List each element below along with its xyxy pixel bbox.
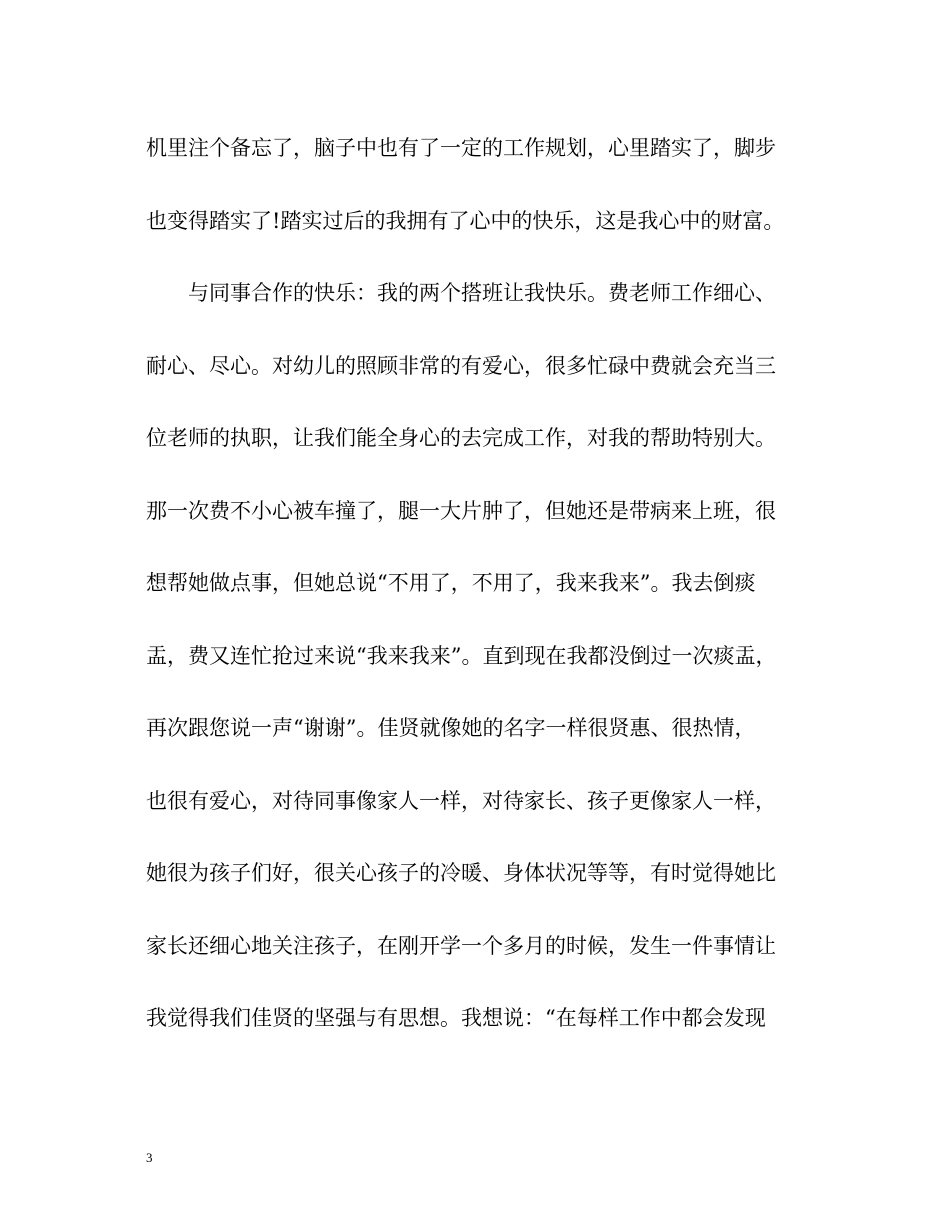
text-line: 位老师的执职，让我们能全身心的去完成工作，对我的帮助特别大。 xyxy=(146,426,776,450)
text-line: 我觉得我们佳贤的坚强与有思想。我想说：“在每样工作中都会发现 xyxy=(146,1006,766,1030)
text-line: 那一次费不小心被车撞了，腿一大片肿了，但她还是带病来上班，很 xyxy=(146,498,776,523)
text-line: 她很为孩子们好，很关心孩子的冷暖、身体状况等等，有时觉得她比 xyxy=(146,861,776,885)
text-line: 与同事合作的快乐：我的两个搭班让我快乐。费老师工作细心、 xyxy=(188,281,776,305)
text-line: 盂，费又连忙抢过来说“我来我来”。直到现在我都没倒过一次痰盂， xyxy=(146,643,777,668)
text-line: 想帮她做点事，但她总说“不用了，不用了，我来我来”。我去倒痰 xyxy=(146,571,756,595)
text-line: 机里注个备忘了，脑子中也有了一定的工作规划，心里踏实了，脚步 xyxy=(146,136,776,160)
page-number: 3 xyxy=(146,1150,153,1165)
text-line: 也很有爱心，对待同事像家人一样，对待家长、孩子更像家人一样， xyxy=(146,788,776,813)
text-line: 家长还细心地关注孩子，在刚开学一个多月的时候，发生一件事情让 xyxy=(146,933,776,958)
text-line: 耐心、尽心。对幼儿的照顾非常的有爱心，很多忙碌中费就会充当三 xyxy=(146,353,776,378)
body-text xyxy=(146,136,806,1079)
text-line: 再次跟您说一声“谢谢”。佳贤就像她的名字一样很贤惠、很热情， xyxy=(146,716,756,740)
text-line: 也变得踏实了!踏实过后的我拥有了心中的快乐，这是我心中的财富。 xyxy=(146,208,785,233)
